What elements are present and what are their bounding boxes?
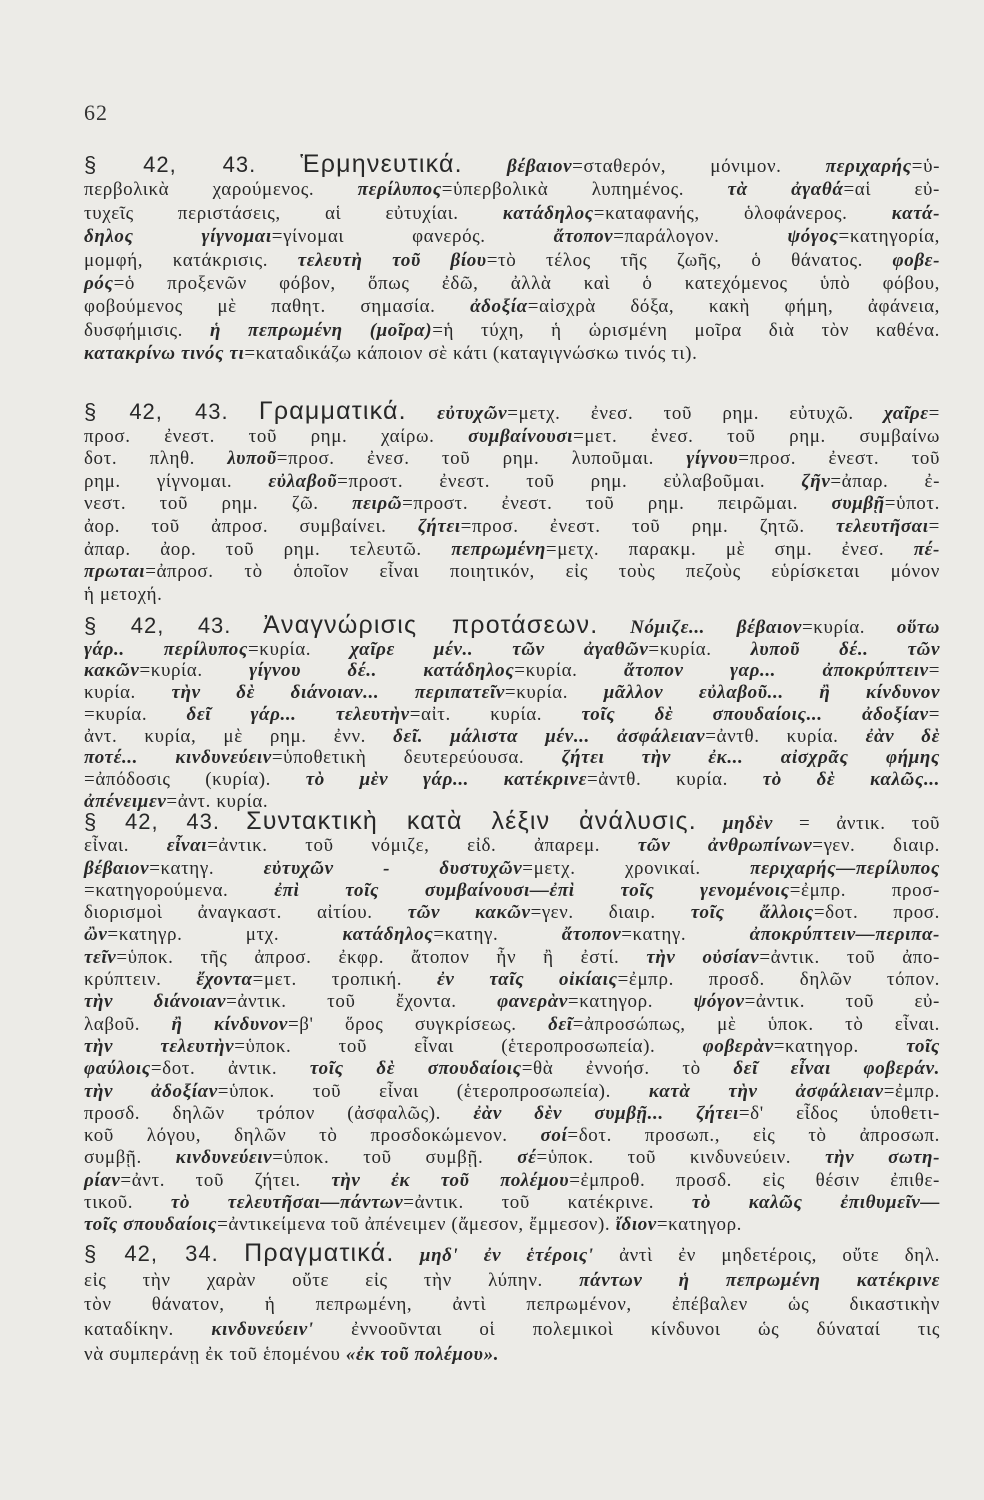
- text-run: =παράλογον.: [613, 226, 788, 248]
- text-line: [84, 448, 940, 471]
- text-line: [84, 704, 940, 726]
- text-line: [84, 747, 940, 769]
- term: πειρῶ: [352, 493, 403, 515]
- term: περίλυπος: [357, 179, 442, 201]
- term: τὸ καλῶς ἐπιθυμεῖν—: [691, 1192, 941, 1214]
- term: κατὰ τὴν ἀσφάλειαν: [648, 1080, 884, 1102]
- text-run: εἰς τὴν χαρὰν οὔτε εἰς τὴν λύπην.: [84, 1269, 580, 1291]
- term: λυποῦ δέ.. τῶν: [750, 638, 941, 660]
- text-run: =κατηγορ.: [656, 1214, 743, 1236]
- text-run: =κατηγορ.: [567, 991, 694, 1013]
- section-2: [84, 397, 941, 606]
- term: ἀπένειμεν: [84, 790, 167, 812]
- term: δεῖ: [548, 1013, 573, 1035]
- text-run: =ἀντ. κυρία.: [166, 790, 269, 812]
- term: «ἐκ τοῦ πολέμου».: [345, 1343, 500, 1365]
- text-line: [84, 660, 940, 682]
- term: γίγνου δέ.. κατάδηλος: [249, 660, 515, 682]
- text-run: =κατηγ.: [149, 857, 264, 879]
- term: ποτέ... κινδυνεύειν: [84, 747, 272, 769]
- text-line: [84, 471, 940, 494]
- term: ὢν: [84, 924, 108, 946]
- text-line: [84, 682, 940, 704]
- term: εὐλαβοῦ: [268, 470, 338, 492]
- text-run: =: [928, 403, 940, 424]
- term: ἄτοπον: [561, 924, 622, 946]
- text-run: =ἀντθ. κυρία.: [586, 768, 763, 790]
- text-run: =προσ. ἐνεσ. τοῦ ρημ. λυποῦμαι.: [276, 448, 687, 470]
- term: τὰ ἀγαθά: [727, 179, 844, 201]
- term: ἐν ταῖς οἰκίαις: [437, 969, 618, 991]
- term: γίγνου: [686, 448, 739, 470]
- term: βέβαιον: [506, 156, 573, 177]
- term: ἐὰν δὲ: [865, 725, 941, 747]
- text-run: συμβῇ.: [84, 1147, 176, 1169]
- text-run: =ἀπόδοσις (κυρία).: [84, 768, 306, 790]
- text-run: =κυρία.: [247, 638, 351, 660]
- text-run: ἀπαρ. ἀορ. τοῦ ρημ. τελευτῶ.: [84, 538, 452, 560]
- term: εὐτυχῶν: [437, 403, 508, 424]
- text-run: =καταδικάζω κάποιον σὲ κάτι (καταγιγνώσκω τινός τι).: [244, 343, 698, 365]
- text-run: =ὑπερβολικὰ λυπημένος.: [441, 179, 728, 201]
- text-line: [84, 947, 940, 969]
- text-run: =ὑποκ. τοῦ εἶναι (ἑτεροπροσωπεία).: [217, 1080, 649, 1102]
- term: τὴν διάνοιαν: [84, 991, 227, 1013]
- text-run: =ὑποκ. τῆς ἀπροσ. ἐκφρ. ἄτοπον ἦν ἢ ἐστί.: [116, 946, 647, 968]
- text-run: =κυρία.: [648, 638, 751, 660]
- text-run: =αἰσχρὰ δόξα, κακὴ φήμη, ἀφάνεια,: [527, 296, 940, 318]
- text-line: [84, 902, 940, 924]
- text-run: =κυρία.: [84, 703, 187, 725]
- text-run: =ἀπαρ. ἐ-: [830, 470, 941, 492]
- text-run: =θὰ ἐννοήσ. τὸ: [521, 1058, 734, 1080]
- text-run: προσ. ἐνεστ. τοῦ ρημ. χαίρω.: [84, 425, 469, 447]
- term: γάρ.. περίλυπος: [84, 638, 248, 660]
- term: συμβαίνουσι: [468, 425, 574, 447]
- term: τεῖν: [84, 946, 117, 968]
- term: περιχαρής: [825, 156, 912, 177]
- text-run: =ὑποκ. τοῦ εἶναι (ἑτεροπροσωπεία).: [234, 1035, 703, 1057]
- text-run: =κατηγορούμενα.: [84, 879, 275, 901]
- section-number: § 42, 34.: [84, 1241, 219, 1266]
- text-line: [84, 1343, 940, 1368]
- text-line: [84, 1214, 940, 1236]
- text-run: =προσ. ἐνεστ. τοῦ ρημ. ζητῶ.: [460, 515, 837, 537]
- text-run: =: [928, 660, 941, 682]
- term: φοβερὰν: [702, 1035, 774, 1057]
- text-run: [256, 156, 300, 177]
- text-run: =μετχ. χρονικαί.: [522, 857, 751, 879]
- text-run: ἀντὶ ἐν μηδετέροις, οὔτε δηλ.: [593, 1245, 940, 1266]
- term: δεῖ γάρ... τελευτὴν: [186, 703, 410, 725]
- term: τὸ δὲ καλῶς...: [762, 768, 940, 790]
- term: τοῖς σπουδαίοις: [84, 1214, 218, 1236]
- text-run: εἶναι.: [84, 835, 167, 857]
- section-number: § 42, 43.: [84, 399, 229, 424]
- term: ἴδιον: [615, 1214, 657, 1236]
- text-line: [84, 426, 940, 449]
- section-number: § 42, 43.: [84, 809, 221, 834]
- term: τὴν δὲ διάνοιαν... περιπατεῖν: [171, 682, 505, 704]
- term: τοῖς: [906, 1035, 941, 1057]
- term: ζῆν: [801, 470, 831, 492]
- text-line: [84, 493, 940, 516]
- term: εἶναι: [166, 835, 208, 857]
- text-line: [84, 202, 940, 225]
- term: μηδὲν: [723, 813, 773, 834]
- text-run: δοτ. πληθ.: [84, 448, 228, 470]
- term: τελευτῆσαι: [836, 515, 929, 537]
- text-line: [84, 769, 940, 791]
- text-run: κρύπτειν.: [84, 969, 197, 991]
- term: ἔχοντα: [196, 969, 253, 991]
- text-run: =κατηγρ. μτχ.: [107, 924, 343, 946]
- section-1: [84, 150, 940, 366]
- term: τὴν τελευτὴν: [84, 1035, 235, 1057]
- text-line: [84, 342, 940, 365]
- text-run: =τὸ τέλος τῆς ζωῆς, ὁ θάνατος.: [486, 249, 893, 271]
- term: τοῖς ἄλλοις: [690, 902, 814, 924]
- text-run: =προσ. ἐνεστ. τοῦ: [738, 448, 940, 470]
- text-run: =ὁ προξενῶν φόβον, ὅπως ἐδῶ, ἀλλὰ καὶ ὁ κατεχόμενος ὑπὸ φόβου,: [113, 273, 940, 295]
- section-heading: Πραγματικά.: [244, 1239, 395, 1267]
- term: σέ: [517, 1147, 537, 1169]
- text-line: [84, 1014, 940, 1036]
- term: τὴν σωτη-: [825, 1147, 941, 1169]
- text-line: [84, 1081, 940, 1103]
- text-run: =δοτ. προσωπ., εἰς τὸ ἀπροσωπ.: [567, 1125, 940, 1147]
- text-run: τὸν θάνατον, ἡ πεπρωμένη, ἀντὶ πεπρωμένον, ἐπέβαλεν ὡς δικαστικὴν: [84, 1294, 940, 1316]
- section-3: [84, 611, 941, 812]
- section-number: § 42, 43.: [84, 152, 257, 177]
- text-run: μομφή, κατάκρισις.: [84, 249, 298, 271]
- text-run: νὰ συμπεράνῃ ἐκ τοῦ ἑπομένου: [84, 1343, 346, 1365]
- term: τελευτὴ τοῦ βίου: [297, 249, 487, 271]
- term: σοί: [540, 1125, 568, 1147]
- term: τοῖς δὲ σπουδαίοις: [309, 1058, 522, 1080]
- text-run: =μετχ. παρακμ. μὲ σημ. ἐνεσ.: [545, 538, 914, 560]
- term: κακῶν: [84, 660, 140, 682]
- text-line: [84, 969, 940, 991]
- term: τὸ μὲν γάρ... κατέκρινε: [305, 768, 587, 790]
- term: ρίαν: [84, 1169, 121, 1191]
- text-run: [697, 813, 723, 834]
- text-run: =ἀντικ. τοῦ κατέκρινε.: [403, 1192, 692, 1214]
- term: τὸ τελευτῆσαι—πάντων: [170, 1192, 404, 1214]
- text-run: =μετ. ἐνεσ. τοῦ ρημ. συμβαίνω: [573, 425, 940, 447]
- text-run: =ἀντικ. τοῦ ἔχοντα.: [226, 991, 498, 1013]
- text-run: νεστ. τοῦ ρημ. ζῶ.: [84, 493, 353, 515]
- text-run: =προστ. ἐνεστ. τοῦ ρημ. πειρῶμαι.: [402, 493, 832, 515]
- term: τῶν κακῶν: [407, 902, 531, 924]
- text-run: =: [928, 703, 941, 725]
- term: ἐὰν δὲν συμβῇ...: [473, 1102, 664, 1124]
- text-run: [598, 617, 630, 638]
- text-run: διορισμοὶ ἀναγκαστ. αἰτίου.: [84, 902, 408, 924]
- term: κατάδηλος: [342, 924, 434, 946]
- text-run: =καταφανής, ὁλοφάνερος.: [593, 202, 892, 224]
- text-run: =ὑ-: [911, 156, 940, 177]
- text-line: [84, 272, 940, 295]
- term: ἀδοξία: [470, 296, 528, 318]
- term: τὴν οὐσίαν: [646, 946, 760, 968]
- text-run: =ἀπροσ. τὸ ὁποῖον εἶναι ποιητικόν, εἰς τοὺς πεζοὺς εὑρίσκεται μόνον: [145, 561, 940, 583]
- text-run: =αἰτ. κυρία.: [409, 703, 582, 725]
- term: πέ-: [913, 538, 940, 560]
- text-line: [84, 835, 940, 857]
- text-run: τικοῦ.: [84, 1192, 171, 1214]
- text-run: =γεν. διαιρ.: [530, 902, 691, 924]
- term: πεπρωμένη: [451, 538, 546, 560]
- text-run: =ἐμπρ. προσδ. δηλῶν τόπον.: [617, 969, 940, 991]
- text-run: [219, 1245, 244, 1266]
- text-run: =ἐμπρ.: [883, 1080, 940, 1102]
- text-line: [84, 225, 940, 248]
- text-line: [84, 1293, 940, 1318]
- text-line: [84, 178, 940, 201]
- text-run: =β' ὅρος συγκρίσεως.: [287, 1013, 549, 1035]
- term: ζήτει τὴν ἐκ... αἰσχρᾶς φήμης: [561, 747, 940, 769]
- text-run: [229, 403, 259, 424]
- term: ἡ πεπρωμένη (μοῖρα): [210, 319, 433, 341]
- section-number: § 42, 43.: [84, 613, 232, 638]
- text-run: =ἡ τύχη, ἡ ὡρισμένη μοῖρα διὰ τὸν καθένα.: [432, 319, 940, 341]
- text-line: [84, 397, 940, 426]
- text-run: προσδ. δηλῶν τρόπον (ἀσφαλῶς).: [84, 1102, 474, 1124]
- text-run: =ἀντ. τοῦ ζήτει.: [120, 1169, 332, 1191]
- text-line: [84, 1058, 940, 1080]
- section-heading: Συντακτικὴ κατὰ λέξιν ἀνάλυσις.: [246, 807, 697, 835]
- term: εὐτυχῶν - δυστυχῶν: [263, 857, 523, 879]
- text-line: [84, 1170, 940, 1192]
- text-line: [84, 1103, 940, 1125]
- term: μᾶλλον εὐλαβοῦ... ἢ κίνδυνον: [603, 682, 940, 704]
- text-run: =ἀντθ. κυρία.: [705, 725, 866, 747]
- term: ἢ κίνδυνον: [171, 1013, 288, 1035]
- text-run: ἡ μετοχή.: [84, 583, 163, 605]
- text-run: λαβοῦ.: [84, 1013, 172, 1035]
- term: κινδυνεύειν': [211, 1319, 314, 1341]
- text-run: =κατηγορ.: [773, 1035, 907, 1057]
- term: δεῖ εἶναι φοβεράν.: [733, 1058, 940, 1080]
- text-run: περβολικὰ χαρούμενος.: [84, 179, 358, 201]
- text-run: =σταθερόν, μόνιμον.: [572, 156, 826, 177]
- text-run: =κατηγορία,: [838, 226, 940, 248]
- text-run: [664, 1103, 696, 1124]
- term: φοβε-: [892, 249, 940, 271]
- text-line: [84, 858, 940, 880]
- text-run: =κατηγ.: [433, 924, 562, 946]
- section-heading: Γραμματικά.: [258, 397, 407, 425]
- term: ζήτει: [696, 1102, 739, 1124]
- text-run: =κυρία.: [801, 617, 897, 638]
- text-run: = ἀντικ. τοῦ: [772, 813, 940, 834]
- text-run: =μετ. τροπική.: [252, 969, 438, 991]
- text-run: φοβούμενος μὲ παθητ. σημασία.: [84, 296, 471, 318]
- text-line: [84, 516, 940, 539]
- term: πρωται: [84, 561, 146, 583]
- text-run: ρημ. γίγνομαι.: [84, 470, 269, 492]
- term: δηλος γίγνομαι: [84, 226, 272, 248]
- text-run: τυχεῖς περιστάσεις, αἱ εὐτυχίαι.: [84, 202, 503, 224]
- text-run: =ὑποτ.: [884, 493, 940, 515]
- term: ἄτοπον γαρ... ἀποκρύπτειν: [623, 660, 929, 682]
- term: ἐπὶ τοῖς συμβαίνουσι—ἐπὶ τοῖς γενομένοις: [274, 879, 790, 901]
- text-run: =κατηγ.: [621, 924, 750, 946]
- term: ψόγον: [693, 991, 745, 1013]
- text-line: [84, 539, 940, 562]
- text-run: =δ' εἶδος ὑποθετι-: [738, 1102, 940, 1124]
- section-heading: Ἀναγνώρισις προτάσεων.: [263, 611, 599, 639]
- page-number: 62: [84, 100, 108, 125]
- term: βέβαιον: [84, 857, 150, 879]
- text-run: καταδίκην.: [84, 1319, 212, 1341]
- term: μηδ' ἐν ἑτέροις': [419, 1245, 594, 1266]
- text-run: =ὑποθετικὴ δευτερεύουσα.: [271, 747, 562, 769]
- text-run: [220, 813, 246, 834]
- text-run: =: [928, 515, 940, 537]
- term: οὕτω: [896, 617, 940, 638]
- text-run: =ἀντικ. τοῦ ἀπο-: [759, 946, 940, 968]
- term: κινδυνεύειν: [175, 1147, 273, 1169]
- text-run: =ὑποκ. τοῦ κινδυνεύειν.: [536, 1147, 826, 1169]
- term: ψόγος: [787, 226, 839, 248]
- text-run: [231, 617, 263, 638]
- text-run: =κυρία.: [139, 660, 250, 682]
- text-line: [84, 924, 940, 946]
- term: φαύλοις: [84, 1058, 151, 1080]
- term: τῶν ἀνθρωπίνων: [637, 835, 813, 857]
- term: συμβῇ: [831, 493, 885, 515]
- term: περιχαρής—περίλυπος: [750, 857, 940, 879]
- text-line: [84, 639, 940, 661]
- text-run: =ἀντικ. τοῦ εὐ-: [744, 991, 940, 1013]
- text-run: =κυρία.: [514, 660, 624, 682]
- text-run: =κυρία.: [504, 682, 604, 704]
- text-line: [84, 249, 940, 272]
- term: ἄτοπον: [553, 226, 614, 248]
- text-run: [394, 1245, 419, 1266]
- text-run: =δοτ. ἀντικ.: [150, 1058, 310, 1080]
- text-run: =ἐμπροθ. προσδ. εἰς θέσιν ἐπιθε-: [569, 1169, 940, 1191]
- term: πάντων ἡ πεπρωμένη κατέκρινε: [579, 1269, 940, 1291]
- text-run: δυσφήμισις.: [84, 319, 211, 341]
- section-5: [84, 1241, 940, 1368]
- text-line: [84, 1318, 940, 1343]
- text-line: [84, 1192, 940, 1214]
- term: χαῖρε μέν.. τῶν ἀγαθῶν: [350, 638, 649, 660]
- term: χαῖρε: [884, 403, 929, 424]
- term: μάλιστα μέν... ἀσφάλειαν: [450, 725, 706, 747]
- text-run: =γεν. διαιρ.: [812, 835, 941, 857]
- text-run: ἐννοοῦνται οἱ πολεμικοὶ κίνδυνοι ὡς δύναταί τις: [313, 1319, 941, 1341]
- text-line: [84, 880, 940, 902]
- text-run: ἀορ. τοῦ ἀπροσ. συμβαίνει.: [84, 515, 418, 537]
- text-line: [84, 1036, 940, 1058]
- text-run: =ἀντικ. τοῦ νόμιζε, εἰδ. ἀπαρεμ.: [207, 835, 638, 857]
- text-run: κυρία.: [84, 682, 172, 704]
- term: κατακρίνω τινός τι: [84, 343, 245, 365]
- term: κατά-: [891, 202, 940, 224]
- text-line: [84, 584, 940, 607]
- text-line: [84, 561, 940, 584]
- text-run: =δοτ. προσ.: [813, 902, 941, 924]
- text-run: =μετχ. ἐνεσ. τοῦ ρημ. εὐτυχῶ.: [507, 403, 885, 424]
- text-line: [84, 1147, 940, 1169]
- term: τοῖς δὲ σπουδαίοις... ἀδοξίαν: [581, 703, 929, 725]
- term: κατάδηλος: [502, 202, 594, 224]
- term: ἀποκρύπτειν—περιπα-: [749, 924, 940, 946]
- term: τὴν ἀδοξίαν: [84, 1080, 218, 1102]
- text-run: ἀντ. κυρία, μὲ ρημ. ἐνν.: [84, 725, 394, 747]
- text-run: [423, 726, 450, 747]
- text-run: [463, 156, 507, 177]
- text-run: κοῦ λόγου, δηλῶν τὸ προσδοκώμενον.: [84, 1125, 541, 1147]
- text-line: [84, 611, 940, 639]
- text-run: =ἀντικείμενα τοῦ ἀπένειμεν (ἄμεσον, ἔμμεσον).: [217, 1214, 616, 1236]
- text-line: [84, 1125, 940, 1147]
- text-run: =γίνομαι φανερός.: [271, 226, 554, 248]
- text-run: =ἐμπρ. προσ-: [789, 879, 940, 901]
- term: λυποῦ: [227, 448, 277, 470]
- term: δεῖ.: [393, 725, 424, 747]
- text-run: =ἀπροσώπως, μὲ ὑποκ. τὸ εἶναι.: [572, 1013, 940, 1035]
- term: Νόμιζε... βέβαιον: [630, 617, 802, 638]
- term: τὴν ἐκ τοῦ πολέμου: [331, 1169, 570, 1191]
- text-line: [84, 295, 940, 318]
- text-line: [84, 991, 940, 1013]
- text-run: =προστ. ἐνεστ. τοῦ ρημ. εὐλαβοῦμαι.: [337, 470, 802, 492]
- term: ζήτει: [417, 515, 461, 537]
- text-line: [84, 1269, 940, 1294]
- section-4: [84, 807, 941, 1237]
- text-line: [84, 726, 940, 748]
- text-line: [84, 807, 940, 835]
- term: ρός: [84, 273, 114, 295]
- text-run: =αἱ εὐ-: [843, 179, 940, 201]
- text-run: =ὑποκ. τοῦ συμβῇ.: [272, 1147, 518, 1169]
- text-run: [407, 403, 437, 424]
- section-heading: Ἑρμηνευτικά.: [300, 150, 463, 178]
- term: φανερὰν: [497, 991, 568, 1013]
- text-line: [84, 319, 940, 342]
- text-line: [84, 1241, 940, 1269]
- text-line: [84, 150, 940, 178]
